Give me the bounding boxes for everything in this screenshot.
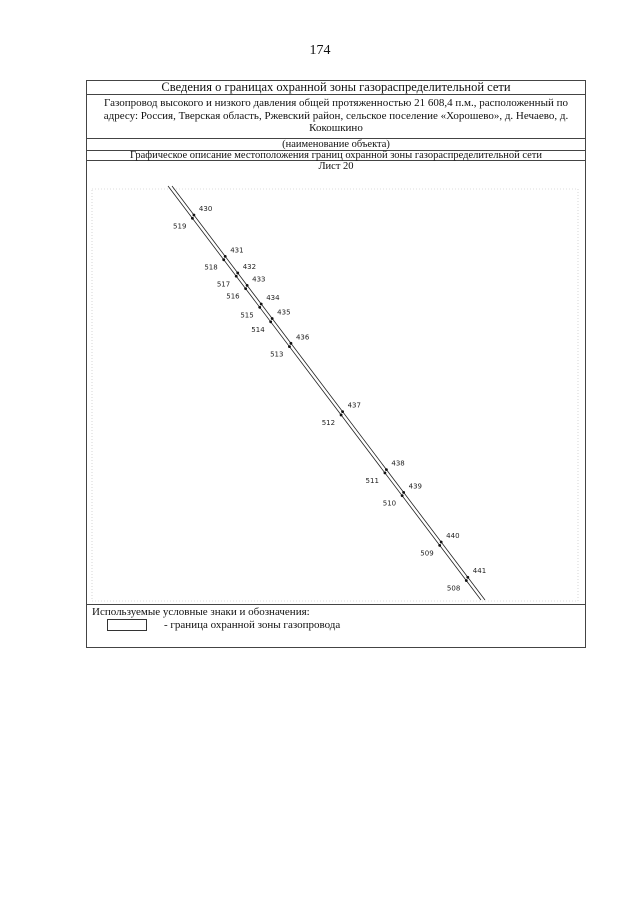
point-513-marker — [288, 345, 291, 348]
point-434-marker — [260, 303, 263, 306]
point-519-label: 519 — [173, 222, 187, 231]
point-433-marker — [246, 284, 249, 287]
document-frame — [86, 80, 586, 648]
page-number: 174 — [309, 43, 331, 58]
point-434-label: 434 — [266, 293, 280, 302]
point-510-marker — [401, 494, 404, 497]
point-440-label: 440 — [446, 532, 460, 541]
boundary-line-upper — [172, 186, 485, 600]
legend-title: Используемые условные знаки и обозначения: — [92, 606, 310, 618]
point-439-marker — [402, 491, 405, 494]
point-517-marker — [235, 275, 238, 278]
point-441-marker — [466, 576, 469, 579]
point-518-marker — [222, 258, 225, 261]
point-441-label: 441 — [472, 567, 487, 576]
point-430-label: 430 — [198, 204, 213, 213]
point-508-label: 508 — [446, 584, 461, 593]
point-438-marker — [385, 468, 388, 471]
point-514-marker — [269, 320, 272, 323]
point-516-marker — [244, 287, 247, 290]
point-517-label: 517 — [216, 280, 231, 289]
point-439-label: 439 — [408, 482, 422, 491]
point-511-marker — [384, 472, 387, 475]
point-512-marker — [340, 414, 343, 417]
point-515-marker — [258, 306, 261, 309]
point-435-label: 435 — [277, 308, 291, 317]
point-514-label: 514 — [251, 325, 265, 334]
point-431-marker — [224, 255, 227, 258]
object-caption: (наименование объекта) — [87, 139, 585, 151]
legend-swatch-boundary — [107, 619, 147, 631]
boundary-line-lower — [168, 186, 481, 600]
boundary-points — [173, 205, 486, 593]
point-437-label: 437 — [347, 401, 361, 410]
sheet-number: Лист 20 — [318, 161, 354, 172]
point-509-marker — [438, 544, 441, 547]
point-435-marker — [271, 317, 274, 320]
point-437-marker — [341, 410, 344, 413]
point-432-label: 432 — [242, 262, 257, 271]
point-436-label: 436 — [295, 333, 310, 342]
point-519-marker — [191, 217, 194, 220]
point-433-label: 433 — [252, 275, 266, 284]
point-431-label: 431 — [230, 246, 244, 255]
object-description: Газопровод высокого и низкого давления общей протяженностью 21 608,4 п.м., расположенный по адресу: Россия, Тверская область, Ржевский район, сельское поселение «Хорошево», д. Нечаево, д. Кокошкино — [87, 95, 585, 139]
point-509-label: 509 — [420, 549, 434, 558]
legend-label-boundary: - граница охранной зоны газопровода — [164, 619, 341, 631]
point-512-label: 512 — [321, 418, 336, 427]
point-508-marker — [465, 579, 468, 582]
point-438-label: 438 — [391, 459, 405, 468]
boundary-drawing — [87, 184, 585, 604]
point-518-label: 518 — [204, 263, 218, 272]
point-510-label: 510 — [382, 499, 397, 508]
point-513-label: 513 — [270, 350, 284, 359]
point-432-marker — [236, 272, 239, 275]
point-511-label: 511 — [365, 476, 379, 485]
drawing-subtitle: Графическое описание местоположения границ охранной зоны газораспределительной сети — [87, 151, 585, 161]
point-436-marker — [290, 342, 293, 345]
drawing-area-border — [92, 189, 578, 601]
point-440-marker — [440, 541, 443, 544]
point-516-label: 516 — [226, 292, 240, 301]
point-430-marker — [193, 214, 196, 217]
legend — [87, 604, 585, 631]
point-515-label: 515 — [240, 311, 254, 320]
document-title: Сведения о границах охранной зоны газораспределительной сети — [87, 81, 585, 95]
